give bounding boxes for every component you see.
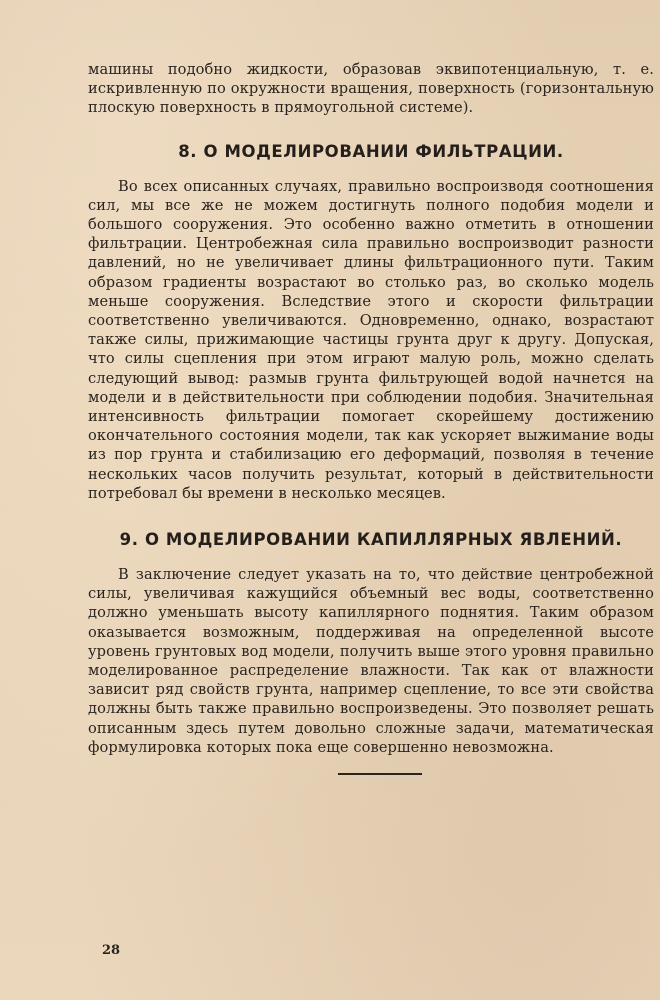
page-content: [88, 60, 654, 757]
continuation-paragraph: машины подобно жидкости, образовав эквипотенциальную, т. е. искривленную по окружности вращения, поверхность (горизонтальную плоскую поверхность в прямоугольной системе).: [88, 61, 654, 117]
end-divider: [338, 773, 422, 775]
section-8-paragraph: Во всех описанных случаях, правильно воспроизводя соотношения сил, мы все же не можем достигнуть полного подобия модели и большого сооружения. Это особенно важно отметить в отношении фильтрации. Центробежная сила правильно воспроизводит разности давлений, но не увеличивает длины фильтрационного пути. Таким образом градиенты возрастают во столько раз, во сколько модель меньше сооружения. Вследствие этого и скорости фильтрации соответственно увеличиваются. Одновременно, однако, возрастают также силы, прижимающие частицы грунта друг к другу. Допуская, что силы сцепления при этом играют малую роль, можно сделать следующий вывод: размыв грунта фильтрующей водой начнется на модели и в действительности при соблюдении подобия. Значительная интенсивность фильтрации помогает скорейшему достижению окончательного состояния модели, так как ускоряет выжимание воды из пор грунта и стабилизацию его деформаций, позволяя в течение нескольких часов получить результат, который в действительности потребовал бы времени в несколько месяцев.: [88, 177, 654, 502]
section-9-paragraph: В заключение следует указать на то, что действие центробежной силы, увеличивая кажущийся объемный вес воды, соответственно должно уменьшать высоту капиллярного поднятия. Таким образом оказывается возможным, поддерживая на определенной высоте уровень грунтовых вод модели, получить выше этого уровня правильно моделированное распределение влажности. Так как от влажности зависит ряд свойств грунта, например сцепление, то все эти свойства должны быть также правильно воспроизведены. Это позволяет решать описанным здесь путем довольно сложные задачи, математическая формулировка которых пока еще совершенно невозможна.: [88, 566, 654, 756]
section-8-heading: 8. О МОДЕЛИРОВАНИИ ФИЛЬТРАЦИИ.: [178, 141, 564, 161]
section-9-heading: 9. О МОДЕЛИРОВАНИИ КАПИЛЛЯРНЫХ ЯВЛЕНИЙ.: [119, 530, 623, 550]
page-number: 28: [102, 943, 121, 958]
